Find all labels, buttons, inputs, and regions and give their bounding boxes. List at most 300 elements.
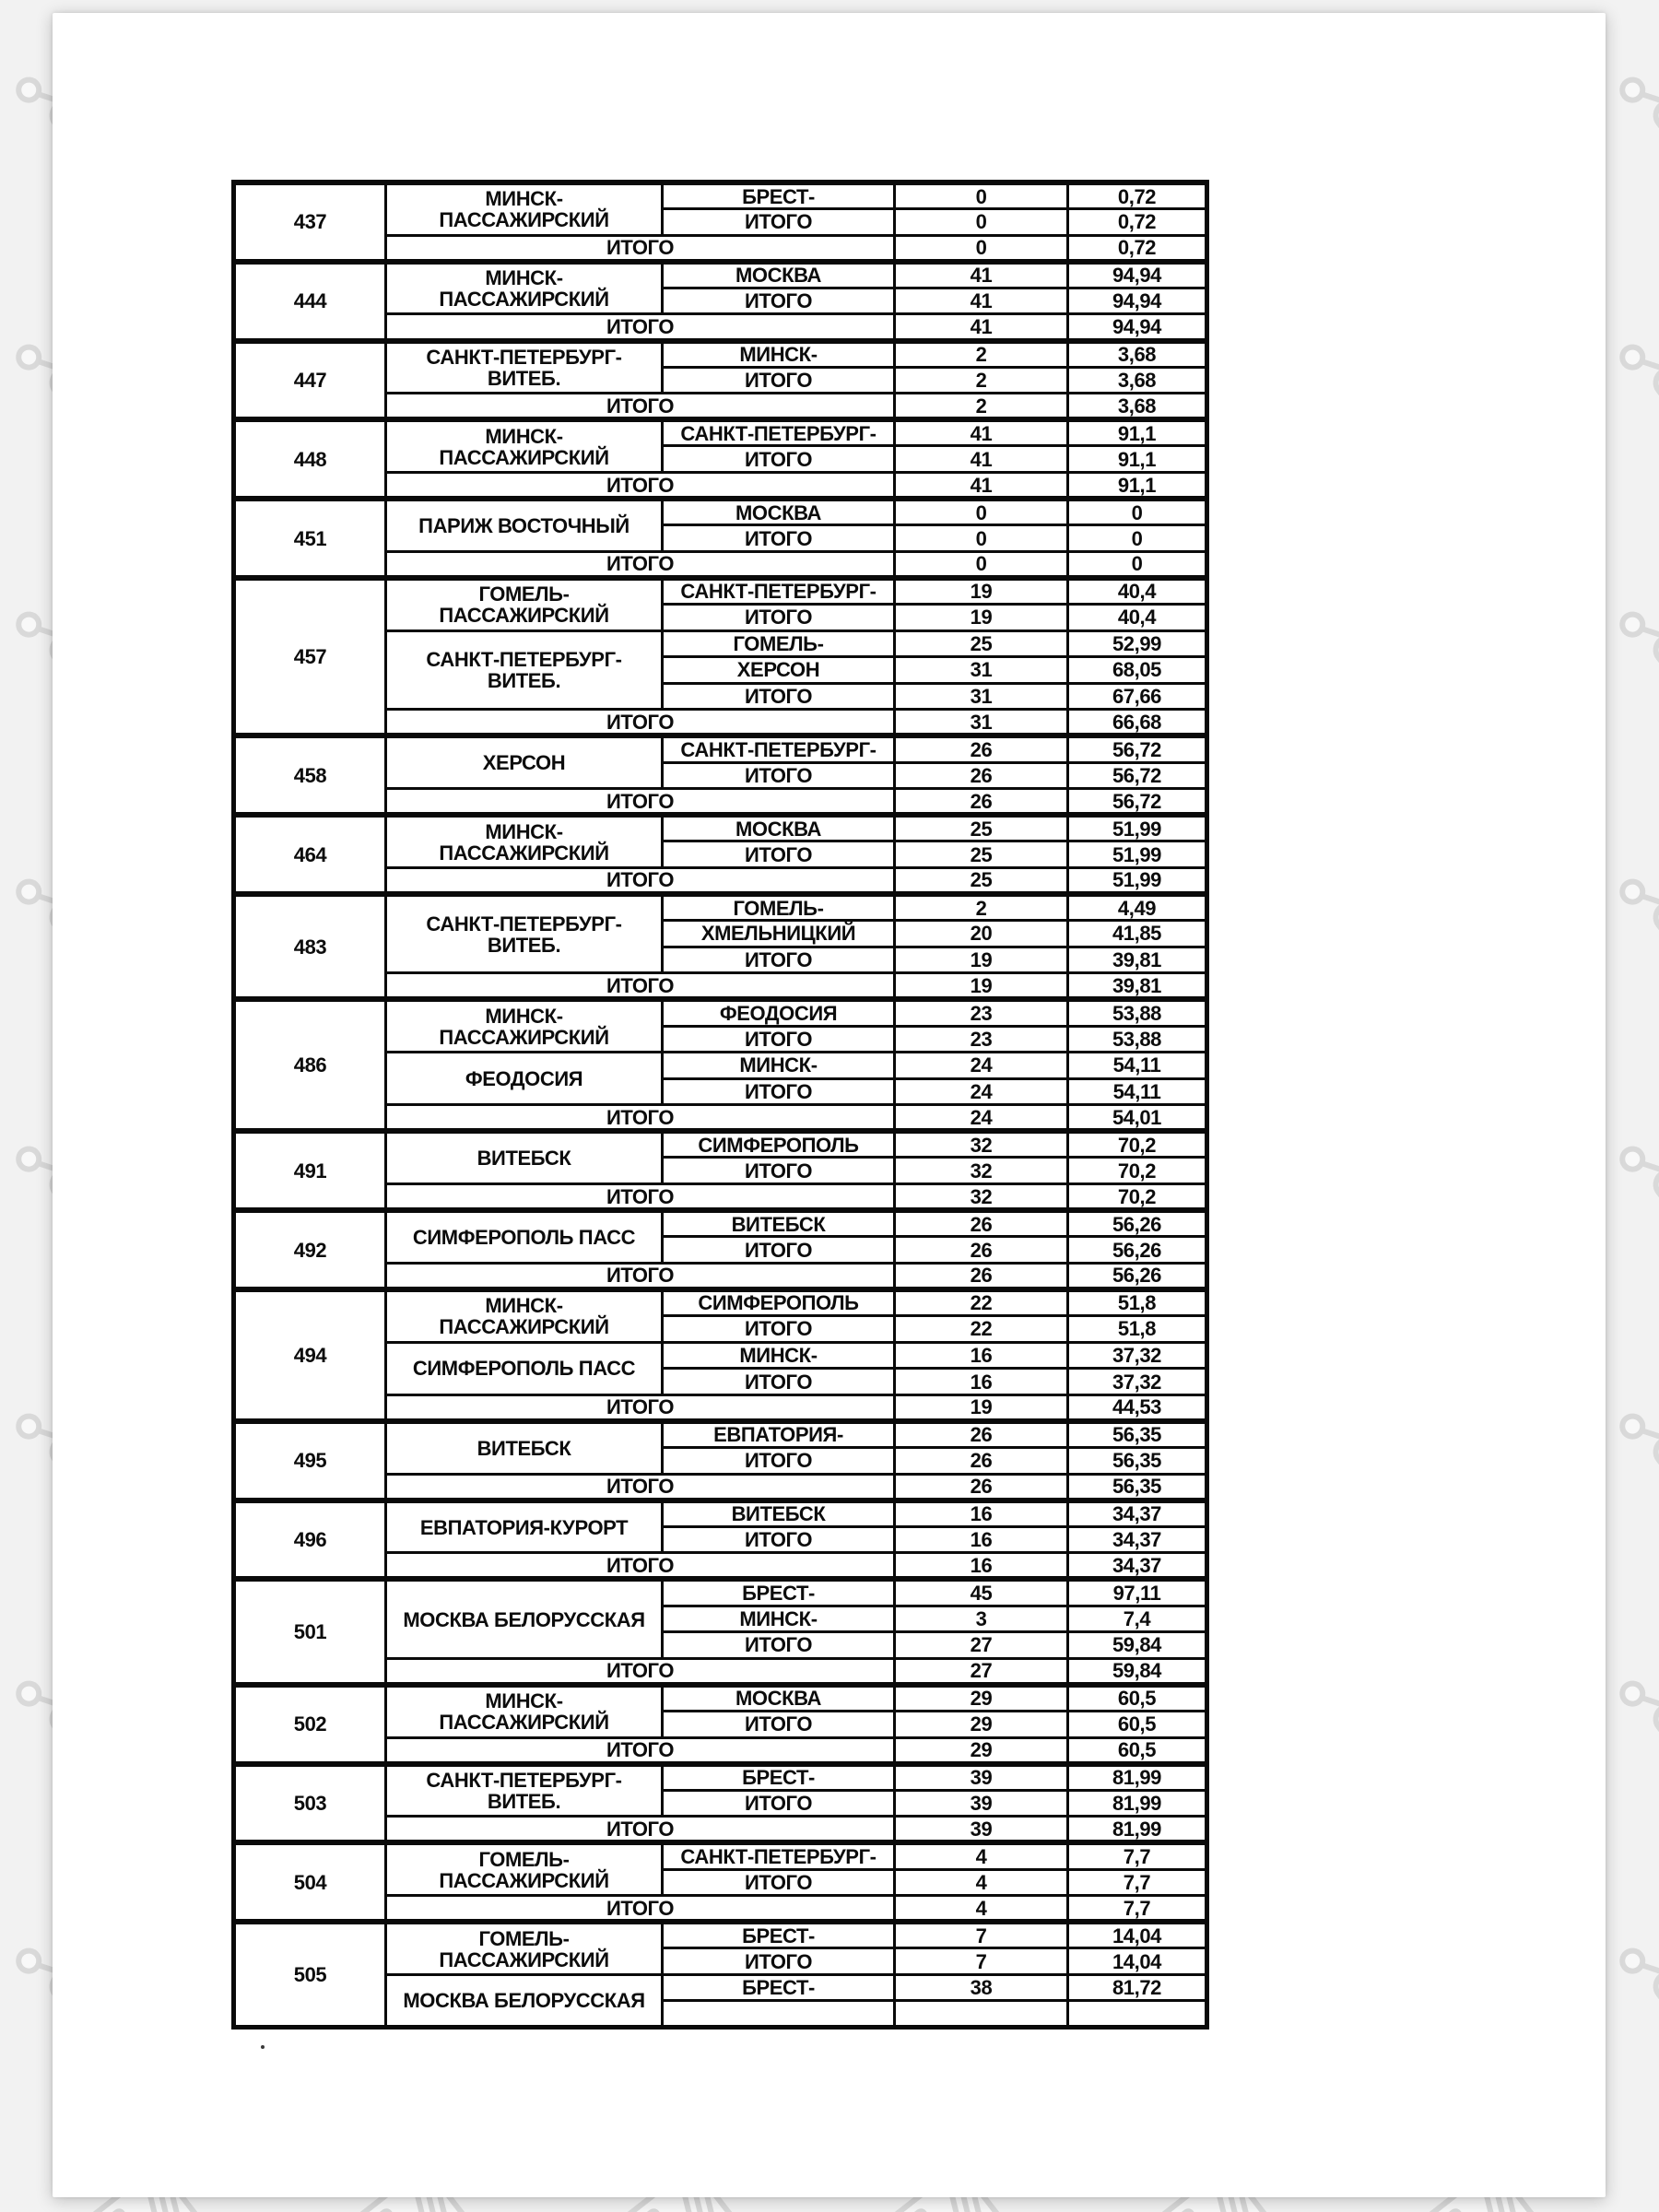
percent-cell: 94,94 xyxy=(1068,262,1207,288)
destination-cell: МОСКВА xyxy=(663,1685,895,1712)
count-cell: 26 xyxy=(895,735,1068,762)
block-total-label-cell: ИТОГО xyxy=(386,551,895,578)
percent-cell: 60,5 xyxy=(1068,1685,1207,1712)
count-cell: 0 xyxy=(895,182,1068,209)
destination-cell: СИМФЕРОПОЛЬ xyxy=(663,1131,895,1158)
count-cell: 25 xyxy=(895,630,1068,657)
percent-cell: 56,26 xyxy=(1068,1237,1207,1264)
block-total-label-cell: ИТОГО xyxy=(386,1474,895,1500)
origin-line: ГОМЕЛЬ- xyxy=(478,582,570,606)
train-number-cell: 494 xyxy=(234,1289,386,1421)
percent-cell: 40,4 xyxy=(1068,605,1207,631)
percent-cell: 60,5 xyxy=(1068,1737,1207,1764)
destination-cell: ЕВПАТОРИЯ- xyxy=(663,1421,895,1448)
percent-cell: 67,66 xyxy=(1068,683,1207,710)
origin-station-cell xyxy=(386,262,663,314)
count-cell: 32 xyxy=(895,1184,1068,1211)
origin-station-cell xyxy=(386,735,663,788)
destination-cell: МИНСК- xyxy=(663,1053,895,1079)
count-cell: 16 xyxy=(895,1342,1068,1369)
train-number-cell: 504 xyxy=(234,1842,386,1922)
origin-station-cell xyxy=(386,1842,663,1895)
count-cell: 41 xyxy=(895,419,1068,446)
count-cell: 16 xyxy=(895,1553,1068,1580)
count-cell: 19 xyxy=(895,947,1068,973)
percent-cell: 34,37 xyxy=(1068,1553,1207,1580)
count-cell: 0 xyxy=(895,551,1068,578)
percent-cell: 0 xyxy=(1068,499,1207,525)
destination-cell: МОСКВА xyxy=(663,499,895,525)
count-cell: 0 xyxy=(895,209,1068,236)
origin-line: ВИТЕБСК xyxy=(477,1436,571,1460)
percent-cell: 81,99 xyxy=(1068,1817,1207,1843)
percent-cell: 56,72 xyxy=(1068,789,1207,816)
table-row xyxy=(234,1131,1207,1158)
destination-cell: ИТОГО xyxy=(663,1711,895,1737)
percent-cell: 56,35 xyxy=(1068,1421,1207,1448)
destination-cell: ИТОГО xyxy=(663,367,895,394)
origin-line: СИМФЕРОПОЛЬ ПАСС xyxy=(412,1357,636,1381)
table-clip-region xyxy=(231,180,1212,2012)
percent-cell: 94,94 xyxy=(1068,288,1207,314)
origin-line: МИНСК- xyxy=(485,1294,563,1318)
count-cell: 39 xyxy=(895,1790,1068,1817)
percent-cell: 70,2 xyxy=(1068,1131,1207,1158)
table-row xyxy=(234,894,1207,921)
origin-station-cell xyxy=(386,999,663,1052)
count-cell: 19 xyxy=(895,973,1068,1000)
count-cell: 26 xyxy=(895,789,1068,816)
origin-line: ПАССАЖИРСКИЙ xyxy=(439,1315,609,1339)
table-row xyxy=(234,1421,1207,1448)
count-cell: 24 xyxy=(895,1105,1068,1132)
destination-cell: МОСКВА xyxy=(663,815,895,841)
origin-line: МОСКВА БЕЛОРУССКАЯ xyxy=(403,1607,645,1631)
count-cell: 31 xyxy=(895,657,1068,684)
count-cell: 31 xyxy=(895,710,1068,736)
percent-cell: 54,11 xyxy=(1068,1053,1207,1079)
count-cell: 32 xyxy=(895,1158,1068,1184)
count-cell: 3 xyxy=(895,1606,1068,1632)
percent-cell: 39,81 xyxy=(1068,947,1207,973)
table-row xyxy=(234,1210,1207,1237)
percent-cell: 34,37 xyxy=(1068,1526,1207,1553)
count-cell: 26 xyxy=(895,1421,1068,1448)
train-number-cell: 502 xyxy=(234,1685,386,1764)
block-total-label-cell: ИТОГО xyxy=(386,867,895,894)
train-number-cell: 491 xyxy=(234,1131,386,1210)
count-cell: 26 xyxy=(895,1263,1068,1289)
destination-cell: САНКТ-ПЕТЕРБУРГ- xyxy=(663,1842,895,1869)
count-cell: 0 xyxy=(895,525,1068,552)
origin-station-cell xyxy=(386,1685,663,1737)
origin-line: МИНСК- xyxy=(485,1004,563,1028)
origin-station-cell xyxy=(386,894,663,973)
table-body xyxy=(234,182,1207,2028)
percent-cell: 41,85 xyxy=(1068,921,1207,947)
train-occupancy-table xyxy=(231,180,1209,2030)
percent-cell: 97,11 xyxy=(1068,1579,1207,1606)
count-cell: 23 xyxy=(895,999,1068,1026)
count-cell: 22 xyxy=(895,1289,1068,1316)
block-total-label-cell: ИТОГО xyxy=(386,473,895,500)
percent-cell: 7,4 xyxy=(1068,1606,1207,1632)
destination-cell: САНКТ-ПЕТЕРБУРГ- xyxy=(663,578,895,605)
destination-cell: МОСКВА xyxy=(663,262,895,288)
percent-cell: 53,88 xyxy=(1068,1026,1207,1053)
destination-cell: ИТОГО xyxy=(663,1078,895,1105)
destination-cell: ИТОГО xyxy=(663,683,895,710)
origin-line: ХЕРСОН xyxy=(482,751,566,775)
count-cell: 31 xyxy=(895,683,1068,710)
table-row xyxy=(234,1685,1207,1712)
train-number-cell: 495 xyxy=(234,1421,386,1500)
count-cell: 39 xyxy=(895,1764,1068,1791)
train-number-cell: 448 xyxy=(234,419,386,499)
origin-line: ПАРИЖ ВОСТОЧНЫЙ xyxy=(418,513,629,537)
origin-station-cell xyxy=(386,182,663,235)
percent-cell: 51,8 xyxy=(1068,1316,1207,1343)
count-cell: 41 xyxy=(895,314,1068,341)
count-cell: 4 xyxy=(895,1869,1068,1896)
percent-cell: 51,99 xyxy=(1068,815,1207,841)
origin-station-cell xyxy=(386,815,663,867)
origin-line: ПАССАЖИРСКИЙ xyxy=(439,1711,609,1735)
origin-line: ГОМЕЛЬ- xyxy=(478,1926,570,1950)
percent-cell: 56,35 xyxy=(1068,1474,1207,1500)
origin-line: САНКТ-ПЕТЕРБУРГ- xyxy=(426,345,622,369)
count-cell: 20 xyxy=(895,921,1068,947)
percent-cell: 14,04 xyxy=(1068,1922,1207,1948)
count-cell: 41 xyxy=(895,262,1068,288)
destination-cell: САНКТ-ПЕТЕРБУРГ- xyxy=(663,419,895,446)
block-total-label-cell: ИТОГО xyxy=(386,1184,895,1211)
origin-line: МИНСК- xyxy=(485,1689,563,1713)
percent-cell: 56,26 xyxy=(1068,1210,1207,1237)
table-row xyxy=(234,1922,1207,1948)
train-number-cell: 503 xyxy=(234,1764,386,1843)
percent-cell: 56,72 xyxy=(1068,735,1207,762)
block-total-label-cell: ИТОГО xyxy=(386,1896,895,1923)
percent-cell xyxy=(1068,2001,1207,2028)
origin-station-cell xyxy=(386,1579,663,1658)
percent-cell: 0,72 xyxy=(1068,209,1207,236)
destination-cell: БРЕСТ- xyxy=(663,182,895,209)
destination-cell: ИТОГО xyxy=(663,1948,895,1975)
percent-cell: 37,32 xyxy=(1068,1369,1207,1395)
percent-cell: 81,99 xyxy=(1068,1764,1207,1791)
origin-line: ВИТЕБСК xyxy=(477,1147,571,1171)
percent-cell: 44,53 xyxy=(1068,1394,1207,1421)
destination-cell: СИМФЕРОПОЛЬ xyxy=(663,1289,895,1316)
train-number-cell: 437 xyxy=(234,182,386,262)
destination-cell: БРЕСТ- xyxy=(663,1764,895,1791)
count-cell: 4 xyxy=(895,1896,1068,1923)
destination-cell: ИТОГО xyxy=(663,1026,895,1053)
block-total-label-cell: ИТОГО xyxy=(386,973,895,1000)
destination-cell: ИТОГО xyxy=(663,762,895,789)
destination-cell: МИНСК- xyxy=(663,1342,895,1369)
percent-cell: 37,32 xyxy=(1068,1342,1207,1369)
table-row xyxy=(234,1842,1207,1869)
percent-cell: 51,99 xyxy=(1068,867,1207,894)
percent-cell: 4,49 xyxy=(1068,894,1207,921)
percent-cell: 52,99 xyxy=(1068,630,1207,657)
count-cell: 24 xyxy=(895,1078,1068,1105)
count-cell: 0 xyxy=(895,235,1068,262)
percent-cell: 3,68 xyxy=(1068,367,1207,394)
block-total-label-cell: ИТОГО xyxy=(386,710,895,736)
table-row xyxy=(234,1764,1207,1791)
count-cell: 26 xyxy=(895,762,1068,789)
block-total-label-cell: ИТОГО xyxy=(386,1553,895,1580)
destination-cell: ИТОГО xyxy=(663,209,895,236)
count-cell: 32 xyxy=(895,1131,1068,1158)
percent-cell: 91,1 xyxy=(1068,473,1207,500)
block-total-label-cell: ИТОГО xyxy=(386,1817,895,1843)
percent-cell: 59,84 xyxy=(1068,1658,1207,1685)
count-cell: 16 xyxy=(895,1500,1068,1527)
count-cell: 0 xyxy=(895,499,1068,525)
count-cell: 25 xyxy=(895,841,1068,868)
count-cell: 39 xyxy=(895,1817,1068,1843)
origin-line: ГОМЕЛЬ- xyxy=(478,1847,570,1871)
origin-station-cell xyxy=(386,630,663,710)
table-row xyxy=(234,499,1207,525)
origin-line: ПАССАЖИРСКИЙ xyxy=(439,1868,609,1892)
origin-line: ВИТЕБ. xyxy=(487,1789,561,1813)
count-cell: 2 xyxy=(895,341,1068,368)
percent-cell: 51,99 xyxy=(1068,841,1207,868)
destination-cell: САНКТ-ПЕТЕРБУРГ- xyxy=(663,735,895,762)
train-number-cell: 457 xyxy=(234,578,386,736)
table-row xyxy=(234,578,1207,605)
block-total-label-cell: ИТОГО xyxy=(386,1105,895,1132)
destination-cell: МИНСК- xyxy=(663,1606,895,1632)
percent-cell: 0,72 xyxy=(1068,235,1207,262)
destination-cell: ХЕРСОН xyxy=(663,657,895,684)
destination-cell: ИТОГО xyxy=(663,288,895,314)
origin-station-cell xyxy=(386,1053,663,1105)
origin-station-cell xyxy=(386,499,663,551)
origin-station-cell xyxy=(386,1342,663,1394)
destination-cell: ИТОГО xyxy=(663,947,895,973)
count-cell: 41 xyxy=(895,446,1068,473)
percent-cell: 66,68 xyxy=(1068,710,1207,736)
percent-cell: 54,11 xyxy=(1068,1078,1207,1105)
percent-cell: 60,5 xyxy=(1068,1711,1207,1737)
origin-line: ПАССАЖИРСКИЙ xyxy=(439,208,609,232)
train-number-cell: 447 xyxy=(234,341,386,420)
count-cell xyxy=(895,2001,1068,2028)
percent-cell: 3,68 xyxy=(1068,341,1207,368)
origin-station-cell xyxy=(386,578,663,630)
count-cell: 2 xyxy=(895,894,1068,921)
percent-cell: 94,94 xyxy=(1068,314,1207,341)
origin-station-cell xyxy=(386,1974,663,2027)
count-cell: 38 xyxy=(895,1974,1068,2001)
document-page xyxy=(53,13,1606,2197)
origin-line: ПАССАЖИРСКИЙ xyxy=(439,445,609,469)
train-number-cell: 486 xyxy=(234,999,386,1131)
origin-line: САНКТ-ПЕТЕРБУРГ- xyxy=(426,647,622,671)
table-row xyxy=(234,735,1207,762)
percent-cell: 7,7 xyxy=(1068,1869,1207,1896)
count-cell: 27 xyxy=(895,1658,1068,1685)
percent-cell: 68,05 xyxy=(1068,657,1207,684)
destination-cell: ИТОГО xyxy=(663,1158,895,1184)
origin-line: МИНСК- xyxy=(485,266,563,290)
origin-station-cell xyxy=(386,1210,663,1263)
origin-station-cell xyxy=(386,1421,663,1474)
count-cell: 16 xyxy=(895,1526,1068,1553)
destination-cell: МИНСК- xyxy=(663,341,895,368)
count-cell: 25 xyxy=(895,815,1068,841)
origin-line: МИНСК- xyxy=(485,424,563,448)
scan-artifact-dot xyxy=(261,2045,265,2049)
origin-line: ВИТЕБ. xyxy=(487,933,561,957)
count-cell: 24 xyxy=(895,1053,1068,1079)
percent-cell: 70,2 xyxy=(1068,1184,1207,1211)
origin-line: ВИТЕБ. xyxy=(487,366,561,390)
origin-line: ЕВПАТОРИЯ-КУРОРТ xyxy=(419,1515,629,1539)
count-cell: 26 xyxy=(895,1237,1068,1264)
percent-cell: 54,01 xyxy=(1068,1105,1207,1132)
train-number-cell: 501 xyxy=(234,1579,386,1684)
block-total-label-cell: ИТОГО xyxy=(386,314,895,341)
count-cell: 16 xyxy=(895,1369,1068,1395)
destination-cell: БРЕСТ- xyxy=(663,1579,895,1606)
count-cell: 29 xyxy=(895,1737,1068,1764)
percent-cell: 51,8 xyxy=(1068,1289,1207,1316)
destination-cell: ИТОГО xyxy=(663,525,895,552)
percent-cell: 56,35 xyxy=(1068,1448,1207,1475)
origin-line: СИМФЕРОПОЛЬ ПАСС xyxy=(412,1226,636,1249)
percent-cell: 81,72 xyxy=(1068,1974,1207,2001)
percent-cell: 0 xyxy=(1068,525,1207,552)
table-row xyxy=(234,419,1207,446)
train-number-cell: 483 xyxy=(234,894,386,999)
count-cell: 41 xyxy=(895,288,1068,314)
percent-cell: 56,26 xyxy=(1068,1263,1207,1289)
count-cell: 19 xyxy=(895,605,1068,631)
table-row xyxy=(234,1500,1207,1527)
origin-station-cell xyxy=(386,1131,663,1183)
count-cell: 41 xyxy=(895,473,1068,500)
destination-cell: БРЕСТ- xyxy=(663,1974,895,2001)
train-number-cell: 464 xyxy=(234,815,386,894)
origin-station-cell xyxy=(386,1764,663,1817)
origin-line: МИНСК- xyxy=(485,187,563,211)
percent-cell: 7,7 xyxy=(1068,1842,1207,1869)
destination-cell: ИТОГО xyxy=(663,605,895,631)
block-total-label-cell: ИТОГО xyxy=(386,394,895,420)
count-cell: 23 xyxy=(895,1026,1068,1053)
train-number-cell: 492 xyxy=(234,1210,386,1289)
count-cell: 29 xyxy=(895,1711,1068,1737)
count-cell: 4 xyxy=(895,1842,1068,1869)
block-total-label-cell: ИТОГО xyxy=(386,1263,895,1289)
train-number-cell: 496 xyxy=(234,1500,386,1580)
table-row xyxy=(234,262,1207,288)
percent-cell: 0,72 xyxy=(1068,182,1207,209)
percent-cell: 34,37 xyxy=(1068,1500,1207,1527)
count-cell: 26 xyxy=(895,1448,1068,1475)
percent-cell: 59,84 xyxy=(1068,1632,1207,1659)
count-cell: 19 xyxy=(895,1394,1068,1421)
destination-cell: ГОМЕЛЬ- xyxy=(663,894,895,921)
count-cell: 45 xyxy=(895,1579,1068,1606)
percent-cell: 56,72 xyxy=(1068,762,1207,789)
percent-cell: 81,99 xyxy=(1068,1790,1207,1817)
origin-line: ПАССАЖИРСКИЙ xyxy=(439,1025,609,1049)
destination-cell: ВИТЕБСК xyxy=(663,1210,895,1237)
origin-station-cell xyxy=(386,419,663,472)
table-row xyxy=(234,815,1207,841)
destination-cell: ИТОГО xyxy=(663,1790,895,1817)
table-row xyxy=(234,1289,1207,1316)
count-cell: 27 xyxy=(895,1632,1068,1659)
origin-line: МОСКВА БЕЛОРУССКАЯ xyxy=(403,1988,645,2012)
destination-cell: ИТОГО xyxy=(663,841,895,868)
percent-cell: 70,2 xyxy=(1068,1158,1207,1184)
count-cell: 26 xyxy=(895,1210,1068,1237)
destination-cell: ХМЕЛЬНИЦКИЙ xyxy=(663,921,895,947)
origin-line: ФЕОДОСИЯ xyxy=(465,1066,583,1090)
destination-cell: ИТОГО xyxy=(663,1448,895,1475)
destination-cell: ИТОГО xyxy=(663,1369,895,1395)
count-cell: 2 xyxy=(895,394,1068,420)
origin-line: ПАССАЖИРСКИЙ xyxy=(439,288,609,312)
percent-cell: 7,7 xyxy=(1068,1896,1207,1923)
origin-line: САНКТ-ПЕТЕРБУРГ- xyxy=(426,912,622,935)
origin-line: ПАССАЖИРСКИЙ xyxy=(439,841,609,865)
block-total-label-cell: ИТОГО xyxy=(386,789,895,816)
count-cell: 7 xyxy=(895,1948,1068,1975)
count-cell: 25 xyxy=(895,867,1068,894)
table-row xyxy=(234,341,1207,368)
origin-station-cell xyxy=(386,1500,663,1553)
origin-line: САНКТ-ПЕТЕРБУРГ- xyxy=(426,1768,622,1792)
percent-cell: 14,04 xyxy=(1068,1948,1207,1975)
destination-cell: ИТОГО xyxy=(663,1237,895,1264)
origin-station-cell xyxy=(386,1289,663,1342)
percent-cell: 0 xyxy=(1068,551,1207,578)
destination-cell: ИТОГО xyxy=(663,1526,895,1553)
origin-line: МИНСК- xyxy=(485,819,563,843)
origin-line: ПАССАЖИРСКИЙ xyxy=(439,604,609,628)
table-row xyxy=(234,182,1207,209)
table-row xyxy=(234,999,1207,1026)
origin-station-cell xyxy=(386,1922,663,1974)
count-cell: 26 xyxy=(895,1474,1068,1500)
block-total-label-cell: ИТОГО xyxy=(386,1737,895,1764)
percent-cell: 40,4 xyxy=(1068,578,1207,605)
block-total-label-cell: ИТОГО xyxy=(386,235,895,262)
destination-cell: ИТОГО xyxy=(663,1316,895,1343)
percent-cell: 91,1 xyxy=(1068,446,1207,473)
block-total-label-cell: ИТОГО xyxy=(386,1394,895,1421)
destination-cell xyxy=(663,2001,895,2028)
count-cell: 7 xyxy=(895,1922,1068,1948)
train-number-cell: 505 xyxy=(234,1922,386,2027)
destination-cell: ФЕОДОСИЯ xyxy=(663,999,895,1026)
count-cell: 29 xyxy=(895,1685,1068,1712)
origin-station-cell xyxy=(386,341,663,394)
count-cell: 19 xyxy=(895,578,1068,605)
count-cell: 2 xyxy=(895,367,1068,394)
block-total-label-cell: ИТОГО xyxy=(386,1658,895,1685)
